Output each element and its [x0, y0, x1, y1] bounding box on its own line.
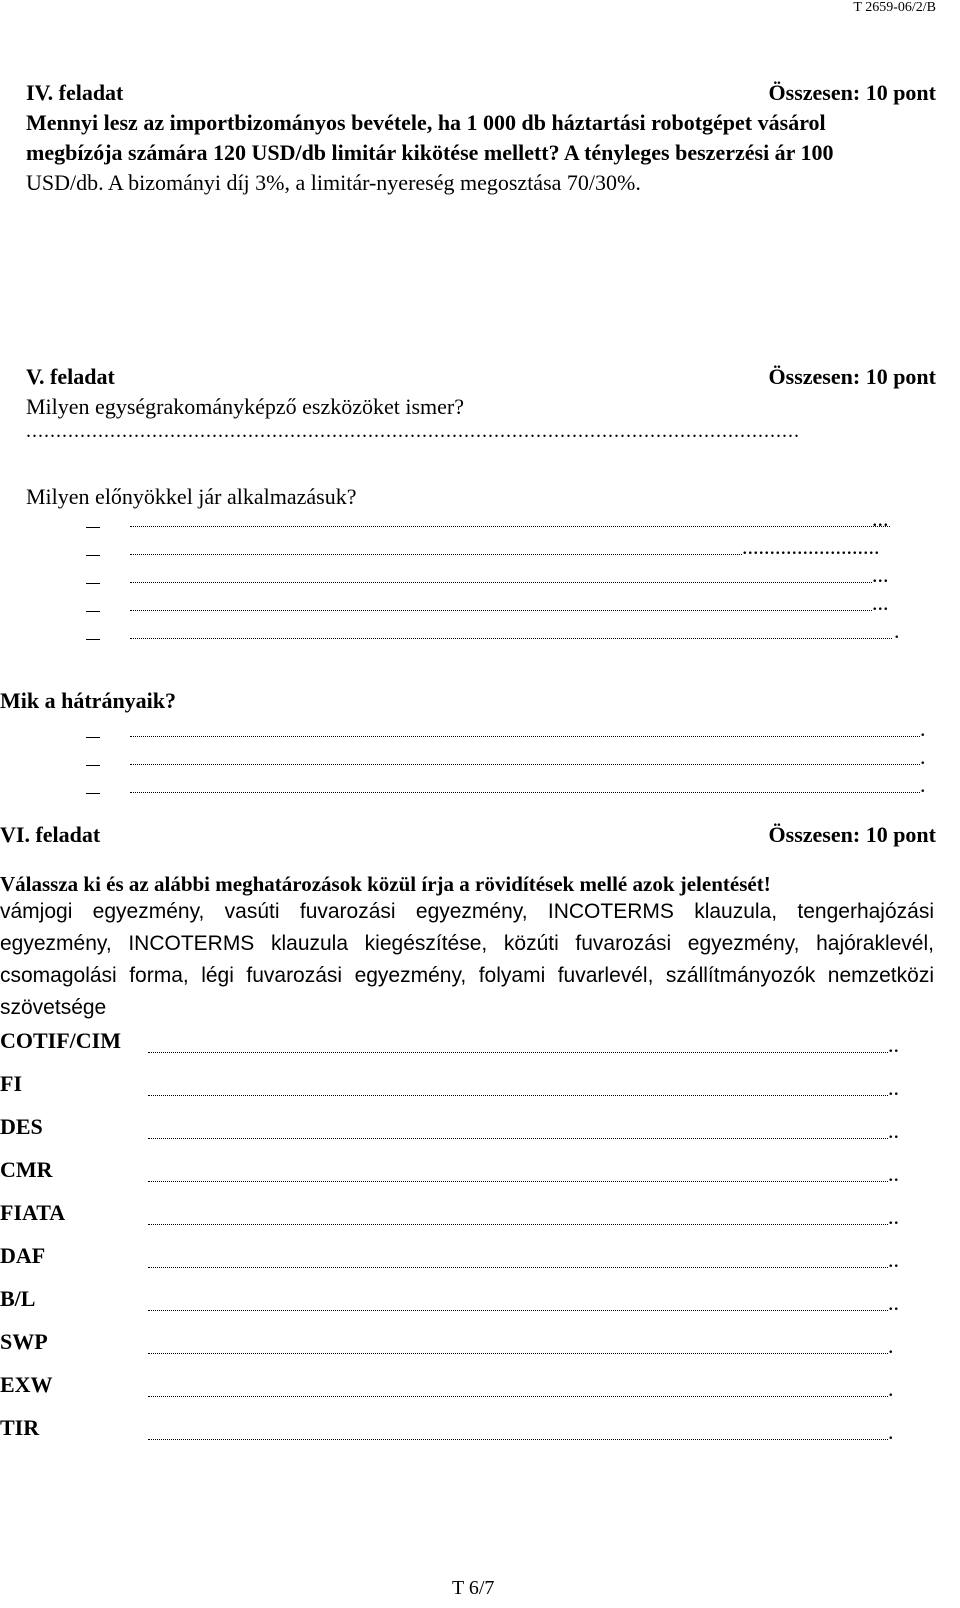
answer-line-end: ... — [872, 562, 889, 587]
dash-bullet — [86, 765, 100, 766]
answer-dots-line[interactable]: ................................................................................................................................. — [26, 420, 800, 442]
answer-line-end: .. — [888, 1161, 899, 1186]
task6-options: vámjogi egyezmény, vasúti fuvarozási egyezmény, INCOTERMS klauzula, tengerhajózási egyezmény, INCOTERMS klauzula kiegészítése, közúti fuvarozási egyezmény, hajóraklevél, csomagolási forma, légi fuvarozási egyezmény, folyami fuvarlevél, szállítmányozók nemzetközi szövetsége — [0, 900, 934, 1019]
answer-line-end: .. — [888, 1075, 899, 1100]
answer-line-end: . — [888, 1333, 894, 1358]
dash-bullet — [86, 639, 100, 640]
task5-question-1: Milyen egységrakományképző eszközöket ismer? — [26, 394, 465, 419]
task5-question-3: Mik a hátrányaik? — [0, 688, 177, 713]
task5-title: V. feladat — [26, 364, 115, 389]
answer-line-end: .. — [888, 1118, 899, 1143]
answer-line-end: ......................... — [742, 534, 880, 559]
answer-line[interactable] — [130, 610, 872, 611]
abbreviation-answer-line[interactable] — [148, 1052, 888, 1053]
abbreviation-label: DAF — [0, 1243, 46, 1268]
answer-line-end: . — [920, 716, 926, 741]
abbreviation-label: EXW — [0, 1372, 53, 1397]
answer-line-end: . — [920, 744, 926, 769]
answer-line-end: .. — [888, 1032, 899, 1057]
answer-line[interactable] — [130, 526, 890, 527]
document-code: T 2659-06/2/B — [853, 0, 936, 15]
task6-instruction: Válassza ki és az alábbi meghatározások közül írja a rövidítések mellé azok jelentését! — [0, 872, 771, 896]
abbreviation-answer-line[interactable] — [148, 1267, 888, 1268]
task4-points: Összesen: 10 pont — [768, 80, 936, 105]
abbreviation-answer-line[interactable] — [148, 1396, 888, 1397]
abbreviation-label: COTIF/CIM — [0, 1028, 121, 1053]
abbreviation-answer-line[interactable] — [148, 1181, 888, 1182]
abbreviation-label: B/L — [0, 1286, 36, 1311]
answer-line-end: .. — [888, 1290, 899, 1315]
answer-line-end: ... — [872, 590, 889, 615]
task6-points: Összesen: 10 pont — [768, 822, 936, 847]
task4-line-1: Mennyi lesz az importbizományos bevétele, ha 1 000 db háztartási robotgépet vásárol — [26, 110, 826, 135]
task4-title: IV. feladat — [26, 80, 124, 105]
answer-line-end: .. — [888, 1204, 899, 1229]
dash-bullet — [86, 555, 100, 556]
answer-line-end: ... — [872, 506, 889, 531]
abbreviation-label: FIATA — [0, 1200, 66, 1225]
answer-line-end: . — [888, 1376, 894, 1401]
task5-question-2: Milyen előnyökkel jár alkalmazásuk? — [26, 484, 357, 509]
dash-bullet — [86, 583, 100, 584]
abbreviation-label: FI — [0, 1071, 22, 1096]
answer-line-end: .. — [888, 1247, 899, 1272]
answer-line[interactable] — [130, 764, 920, 765]
abbreviation-answer-line[interactable] — [148, 1224, 888, 1225]
answer-line-end: . — [894, 618, 900, 643]
answer-line[interactable] — [130, 582, 872, 583]
abbreviation-answer-line[interactable] — [148, 1439, 888, 1440]
task4-line-3: USD/db. A bizományi díj 3%, a limitár-nyereség megosztása 70/30%. — [26, 170, 641, 195]
dash-bullet — [86, 793, 100, 794]
abbreviation-label: DES — [0, 1114, 43, 1139]
task6-title: VI. feladat — [0, 822, 101, 847]
answer-line[interactable] — [130, 792, 920, 793]
answer-line[interactable] — [130, 736, 920, 737]
abbreviation-answer-line[interactable] — [148, 1310, 888, 1311]
dash-bullet — [86, 611, 100, 612]
answer-line-end: . — [920, 772, 926, 797]
abbreviation-answer-line[interactable] — [148, 1095, 888, 1096]
dash-bullet — [86, 527, 100, 528]
task5-points: Összesen: 10 pont — [768, 364, 936, 389]
abbreviation-label: SWP — [0, 1329, 48, 1354]
answer-line-end: . — [888, 1419, 894, 1444]
answer-line[interactable] — [130, 638, 892, 639]
abbreviation-answer-line[interactable] — [148, 1138, 888, 1139]
abbreviation-label: CMR — [0, 1157, 53, 1182]
abbreviation-label: TIR — [0, 1415, 40, 1440]
dash-bullet — [86, 737, 100, 738]
page-number: T 6/7 — [452, 1577, 495, 1599]
task4-line-2: megbízója számára 120 USD/db limitár kikötése mellett? A tényleges beszerzési ár 100 — [26, 140, 834, 165]
abbreviation-answer-line[interactable] — [148, 1353, 888, 1354]
answer-line[interactable] — [130, 554, 742, 555]
